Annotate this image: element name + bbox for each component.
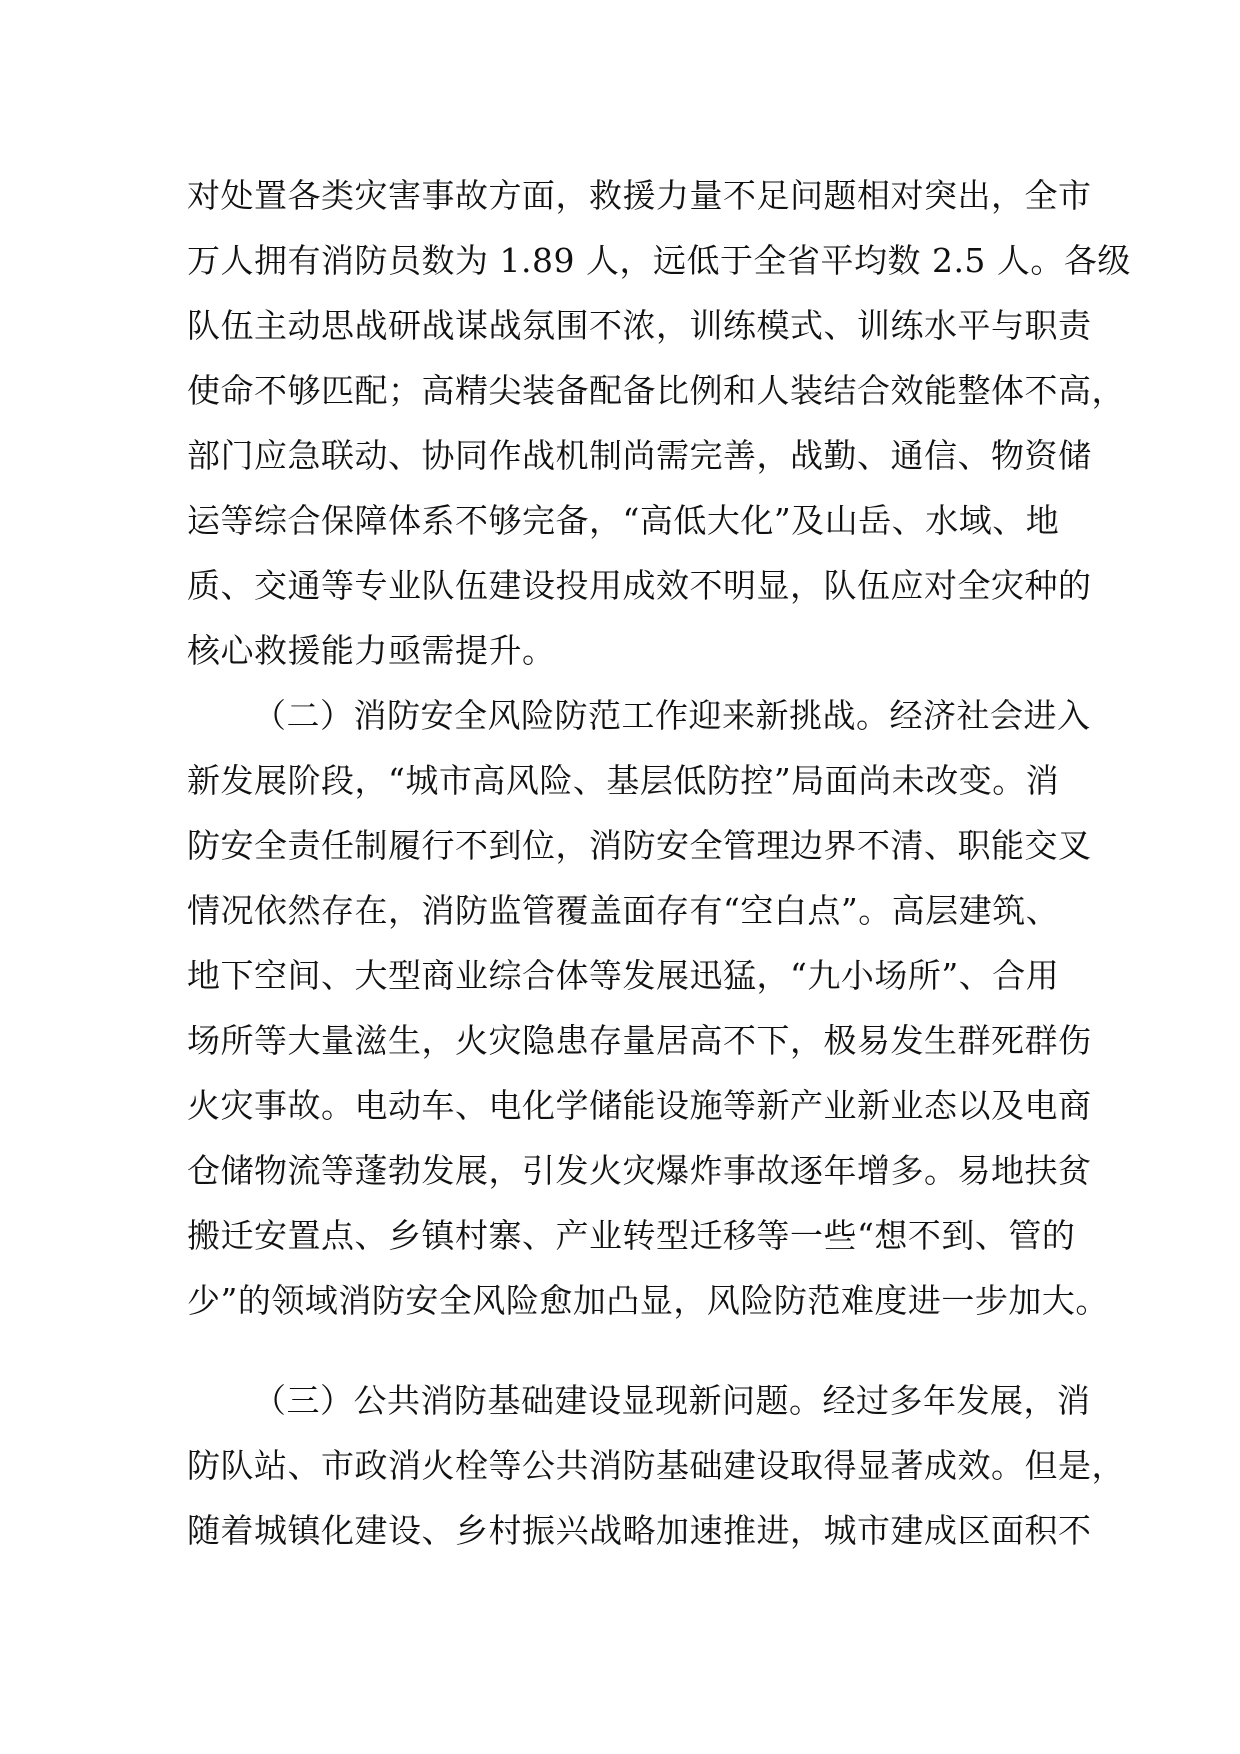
text-line: 地下空间、大型商业综合体等发展迅猛，“九小场所”、合用	[187, 956, 1060, 995]
text-line: 对处置各类灾害事故方面，救援力量不足问题相对突出，全市	[187, 176, 1092, 215]
text-line: 使命不够匹配；高精尖装备配备比例和人装结合效能整体不高，	[187, 371, 1125, 410]
text-line: 新发展阶段，“城市高风险、基层低防控”局面尚未改变。消	[187, 761, 1060, 800]
text-line: 运等综合保障体系不够完备，“高低大化”及山岳、水域、地	[187, 501, 1060, 540]
section-heading-line: （二）消防安全风险防范工作迎来新挑战。经济社会进入	[253, 696, 1091, 735]
text-line: 仓储物流等蓬勃发展，引发火灾爆炸事故逐年增多。易地扶贫	[187, 1151, 1092, 1190]
paragraph-rescue-capacity	[187, 163, 1131, 683]
paragraph-public-infrastructure	[187, 1368, 1125, 1563]
paragraph-risk-prevention	[187, 683, 1109, 1333]
text-line: 质、交通等专业队伍建设投用成效不明显，队伍应对全灾种的	[187, 566, 1092, 605]
text-line: 火灾事故。电动车、电化学储能设施等新产业新业态以及电商	[187, 1086, 1092, 1125]
text-line: 场所等大量滋生，火灾隐患存量居高不下，极易发生群死群伤	[187, 1021, 1092, 1060]
text-line: 少”的领域消防安全风险愈加凸显，风险防范难度进一步加大。	[187, 1281, 1109, 1320]
text-line: 队伍主动思战研战谋战氛围不浓，训练模式、训练水平与职责	[187, 306, 1092, 345]
text-line: 搬迁安置点、乡镇村寨、产业转型迁移等一些“想不到、管的	[187, 1216, 1076, 1255]
text-line: 随着城镇化建设、乡村振兴战略加速推进，城市建成区面积不	[187, 1511, 1092, 1550]
text-line: 防安全责任制履行不到位，消防安全管理边界不清、职能交叉	[187, 826, 1092, 865]
text-line: 万人拥有消防员数为 1.89 人，远低于全省平均数 2.5 人。各级	[187, 241, 1131, 280]
text-line: 核心救援能力亟需提升。	[187, 631, 556, 670]
text-line: 防队站、市政消火栓等公共消防基础建设取得显著成效。但是，	[187, 1446, 1125, 1485]
text-line: 情况依然存在，消防监管覆盖面存有“空白点”。高层建筑、	[187, 891, 1060, 930]
section-heading-line: （三）公共消防基础建设显现新问题。经过多年发展，消	[253, 1381, 1091, 1420]
text-line: 部门应急联动、协同作战机制尚需完善，战勤、通信、物资储	[187, 436, 1092, 475]
